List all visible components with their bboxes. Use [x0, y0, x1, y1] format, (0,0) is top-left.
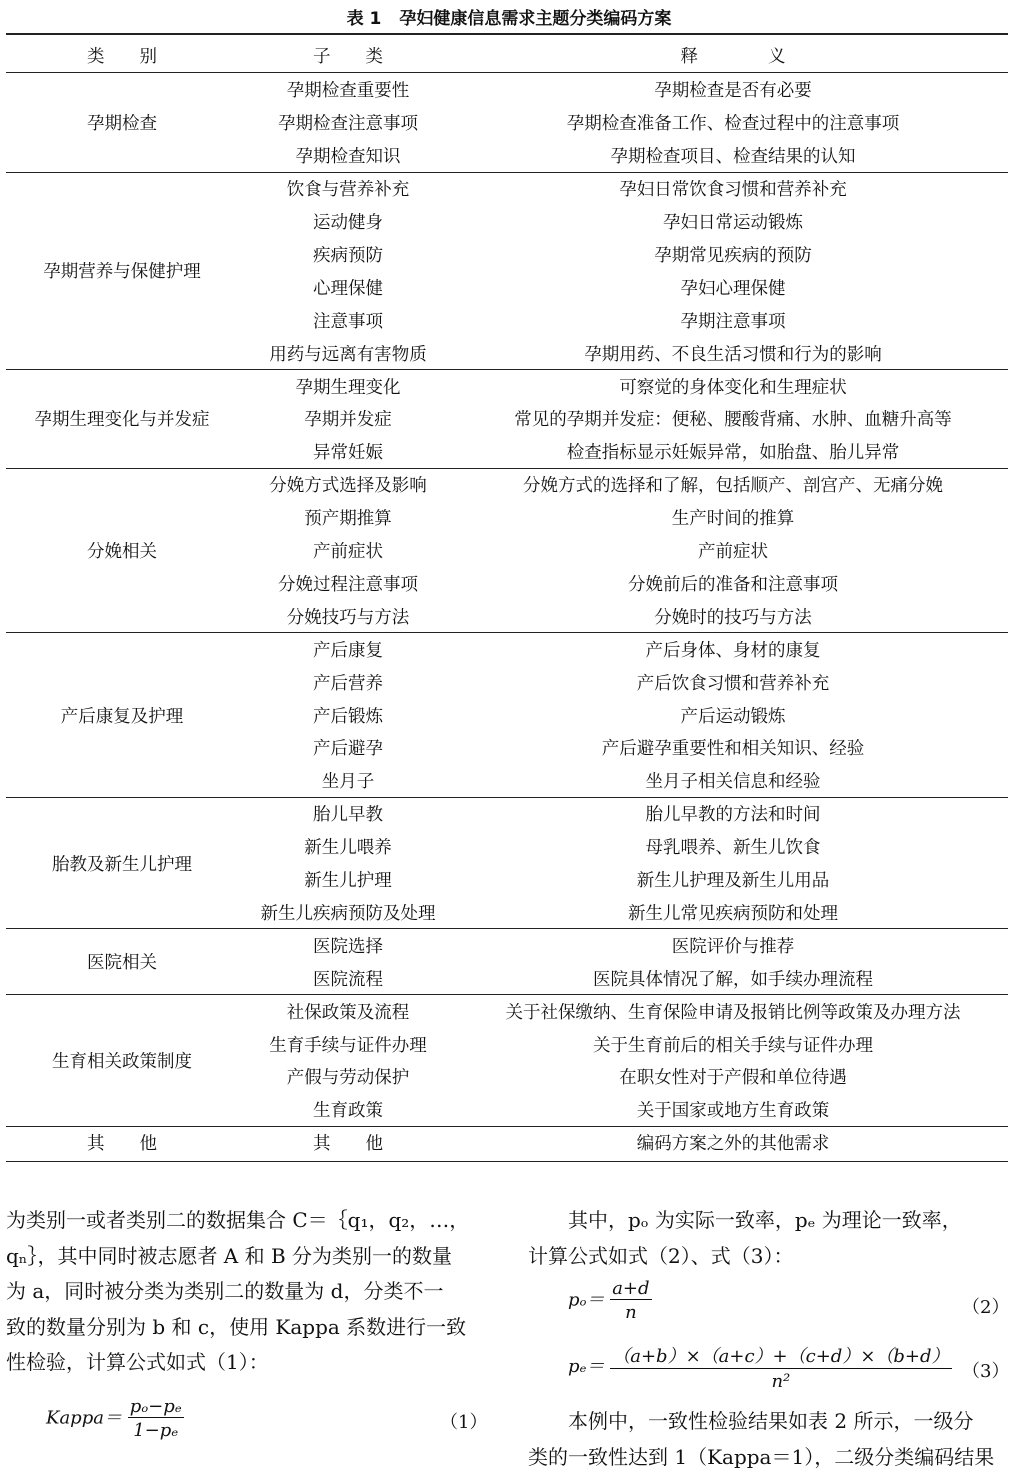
subcategory-cell: 产假与劳动保护 — [286, 1068, 410, 1089]
equation-1-fraction — [128, 1396, 184, 1441]
description-cell: 新生儿护理及新生儿用品 — [636, 871, 830, 892]
subcategory-cell: 产后营养 — [313, 673, 383, 694]
paragraph-line: qₙ｝，其中同时被志愿者 A 和 B 分为类别一的数量 — [6, 1243, 453, 1268]
description-cell: 医院评价与推荐 — [671, 936, 795, 957]
subcategory-cell: 分娩技巧与方法 — [286, 607, 410, 628]
equation-2 — [568, 1278, 652, 1323]
group-divider — [6, 1126, 1008, 1127]
description-cell: 生产时间的推算 — [671, 509, 795, 530]
header-category: 类 别 — [87, 47, 157, 67]
equation-3-number: （3） — [962, 1361, 1010, 1382]
category-cell: 其 他 — [87, 1134, 157, 1155]
left-paragraph — [6, 1203, 484, 1381]
subcategory-cell: 社保政策及流程 — [286, 1002, 410, 1023]
description-cell: 新生儿常见疾病预防和处理 — [628, 903, 838, 924]
table-top-rule — [6, 33, 1008, 35]
subcategory-cell: 孕期生理变化 — [295, 377, 401, 398]
description-cell: 产后饮食习惯和营养补充 — [636, 673, 830, 694]
description-cell: 孕期检查是否有必要 — [654, 81, 812, 102]
description-cell: 分娩时的技巧与方法 — [654, 607, 812, 628]
category-cell: 分娩相关 — [87, 542, 157, 563]
subcategory-cell: 心理保健 — [313, 278, 383, 299]
description-cell: 孕期检查项目、检查结果的认知 — [610, 147, 856, 168]
subcategory-cell: 孕期检查重要性 — [286, 81, 410, 102]
description-cell: 关于社保缴纳、生育保险申请及报销比例等政策及办理方法 — [505, 1002, 961, 1023]
header-subcategory: 子 类 — [313, 47, 383, 67]
equation-3-lhs: pₑ＝ — [568, 1356, 605, 1377]
header-description: 释 义 — [680, 47, 786, 67]
equation-3-numerator: （a+b）×（a+c）+（c+d）×（b+d） — [610, 1342, 951, 1369]
group-divider — [6, 172, 1008, 173]
description-cell: 母乳喂养、新生儿饮食 — [645, 838, 821, 859]
subcategory-cell: 异常妊娠 — [313, 443, 383, 464]
description-cell: 孕妇日常饮食习惯和营养补充 — [619, 180, 847, 201]
paragraph-line: 性检验，计算公式如式（1）： — [6, 1350, 269, 1374]
category-cell: 产后康复及护理 — [60, 706, 184, 727]
description-cell: 关于国家或地方生育政策 — [636, 1101, 830, 1122]
paragraph-line: 为 a，同时被分类为类别二的数量为 d，分类不一 — [6, 1279, 444, 1303]
group-divider — [6, 632, 1008, 633]
table-bottom-rule — [6, 1161, 1008, 1163]
paragraph-line: 类的一致性达到 1（Kappa＝1），二级分类编码结果 — [528, 1444, 995, 1469]
description-cell: 胎儿早教的方法和时间 — [645, 805, 821, 826]
category-cell: 医院相关 — [87, 953, 157, 974]
description-cell: 产后运动锻炼 — [680, 706, 786, 727]
subcategory-cell: 疾病预防 — [313, 245, 383, 266]
paragraph-line: 计算公式如式（2）、式（3）： — [528, 1243, 794, 1268]
subcategory-cell: 孕期并发症 — [304, 410, 392, 431]
description-cell: 分娩方式的选择和了解，包括顺产、剖宫产、无痛分娩 — [523, 476, 943, 497]
group-divider — [6, 797, 1008, 798]
description-cell: 分娩前后的准备和注意事项 — [628, 574, 838, 595]
subcategory-cell: 分娩过程注意事项 — [278, 574, 418, 595]
category-cell: 孕期检查 — [87, 114, 157, 135]
description-cell: 孕妇心理保健 — [680, 278, 786, 299]
equation-1-number: （1） — [440, 1412, 488, 1433]
subcategory-cell: 分娩方式选择及影响 — [269, 476, 427, 497]
category-cell: 胎教及新生儿护理 — [52, 854, 192, 875]
subcategory-cell: 产后康复 — [313, 640, 383, 661]
description-cell: 孕期常见疾病的预防 — [654, 245, 812, 266]
equation-3 — [568, 1342, 952, 1392]
subcategory-cell: 产后避孕 — [313, 739, 383, 760]
description-cell: 产前症状 — [698, 542, 768, 563]
paragraph-line: 其中，pₒ 为实际一致率，pₑ 为理论一致率， — [528, 1208, 962, 1232]
description-cell: 产后身体、身材的康复 — [645, 640, 821, 661]
paragraph-line: 本例中，一致性检验结果如表 2 所示，一级分 — [528, 1409, 974, 1433]
subcategory-cell: 胎儿早教 — [313, 805, 383, 826]
description-cell: 在职女性对于产假和单位待遇 — [619, 1068, 847, 1089]
group-divider — [6, 928, 1008, 929]
subcategory-cell: 注意事项 — [313, 311, 383, 332]
equation-2-denominator: n — [625, 1302, 637, 1323]
category-cell: 生育相关政策制度 — [52, 1052, 192, 1072]
description-cell: 孕期用药、不良生活习惯和行为的影响 — [584, 344, 882, 365]
subcategory-cell: 饮食与营养补充 — [286, 180, 410, 201]
subcategory-cell: 孕期检查知识 — [295, 147, 401, 168]
group-divider — [6, 369, 1008, 370]
description-cell: 医院具体情况了解，如手续办理流程 — [593, 969, 873, 990]
description-cell: 孕期注意事项 — [680, 311, 786, 332]
equation-2-numerator: a+d — [612, 1278, 650, 1299]
equation-2-fraction — [610, 1278, 651, 1323]
subcategory-cell: 孕期检查注意事项 — [278, 114, 418, 135]
subcategory-cell: 新生儿喂养 — [304, 838, 392, 859]
subcategory-cell: 生育政策 — [313, 1101, 383, 1122]
subcategory-cell: 医院流程 — [313, 969, 383, 990]
subcategory-cell: 产前症状 — [313, 542, 383, 563]
table-header-rule — [6, 72, 1008, 73]
equation-3-fraction — [610, 1342, 951, 1392]
right-paragraph-bottom — [528, 1404, 1010, 1475]
subcategory-cell: 生育手续与证件办理 — [269, 1035, 427, 1056]
description-cell: 坐月子相关信息和经验 — [645, 772, 821, 793]
right-paragraph-top — [528, 1203, 1010, 1274]
equation-1 — [46, 1396, 184, 1441]
category-cell: 孕期营养与保健护理 — [43, 262, 201, 283]
table-caption — [0, 4, 1018, 29]
equation-2-lhs: pₒ＝ — [568, 1289, 605, 1311]
subcategory-cell: 产后锻炼 — [313, 706, 383, 727]
equation-2-number: （2） — [962, 1297, 1010, 1318]
description-cell: 孕妇日常运动锻炼 — [663, 213, 803, 234]
group-divider — [6, 468, 1008, 469]
subcategory-cell: 新生儿护理 — [304, 871, 392, 892]
subcategory-cell: 用药与远离有害物质 — [269, 344, 427, 365]
group-divider — [6, 994, 1008, 995]
equation-1-denominator: 1−pₑ — [133, 1420, 179, 1441]
description-cell: 检查指标显示妊娠异常，如胎盘、胎儿异常 — [566, 443, 900, 464]
equation-3-denominator: n² — [771, 1371, 791, 1392]
description-cell: 产后避孕重要性和相关知识、经验 — [601, 739, 865, 760]
description-cell: 关于生育前后的相关手续与证件办理 — [593, 1035, 873, 1056]
subcategory-cell: 运动健身 — [313, 213, 383, 234]
description-cell: 孕期检查准备工作、检查过程中的注意事项 — [566, 114, 900, 135]
description-cell: 编码方案之外的其他需求 — [636, 1134, 830, 1155]
subcategory-cell: 新生儿疾病预防及处理 — [260, 903, 436, 924]
paragraph-line: 为类别一或者类别二的数据集合 C＝｛q₁，q₂，…， — [6, 1208, 470, 1232]
description-cell: 常见的孕期并发症：便秘、腰酸背痛、水肿、血糖升高等 — [514, 410, 952, 431]
table-label: 表 1 — [346, 9, 382, 29]
subcategory-cell: 预产期推算 — [304, 509, 392, 530]
subcategory-cell: 医院选择 — [313, 936, 383, 957]
paragraph-line: 致的数量分别为 b 和 c，使用 Kappa 系数进行一致 — [6, 1314, 467, 1339]
subcategory-cell: 其 他 — [313, 1134, 383, 1155]
equation-1-numerator: pₒ−pₑ — [129, 1396, 182, 1417]
equation-1-lhs: Kappa＝ — [46, 1407, 122, 1429]
subcategory-cell: 坐月子 — [321, 772, 375, 793]
category-cell: 孕期生理变化与并发症 — [34, 410, 210, 431]
description-cell: 可察觉的身体变化和生理症状 — [619, 377, 847, 398]
table-title: 孕妇健康信息需求主题分类编码方案 — [399, 9, 672, 29]
